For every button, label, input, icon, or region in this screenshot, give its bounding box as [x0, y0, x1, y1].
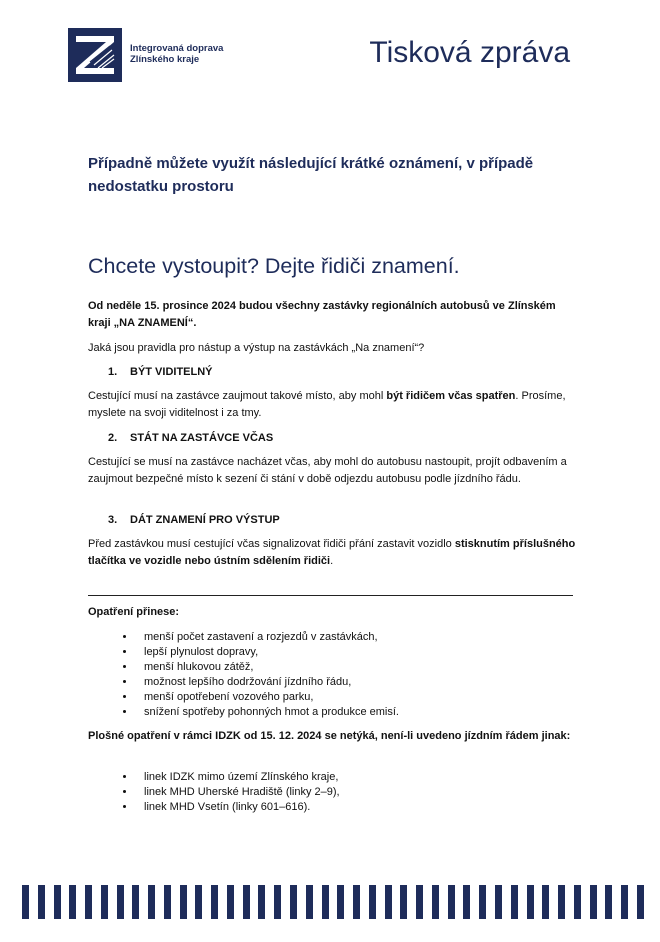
- footer-stripe: [274, 885, 281, 919]
- footer-stripe: [590, 885, 597, 919]
- rule-text-1-part-a: Cestující musí na zastávce zaujmout takové místo, aby mohl: [88, 390, 387, 402]
- footer-stripe: [637, 885, 644, 919]
- footer-stripe: [574, 885, 581, 919]
- rule-text-2: Cestující se musí na zastávce nacházet včas, aby mohl do autobusu nastoupit, projít odbavením a zaujmout bezpečné místo k sezení či stání v době odjezdu autobusu podle jízdního řádu.: [88, 456, 567, 485]
- rule-text-1-bold: být řidičem včas spatřen: [386, 390, 516, 402]
- announcement: Od neděle 15. prosince 2024 budou všechny zastávky regionálních autobusů ve Zlínském kraji „NA ZNAMENÍ“.: [88, 300, 556, 329]
- benefits-list: [120, 630, 399, 720]
- rules-question: Jaká jsou pravidla pro nástup a výstup na zastávkách „Na znamení“?: [88, 342, 425, 354]
- footer-stripe: [495, 885, 502, 919]
- footer-stripe: [69, 885, 76, 919]
- footer-stripe: [605, 885, 612, 919]
- footer-stripe: [211, 885, 218, 919]
- scope-heading: Plošné opatření v rámci IDZK od 15. 12. 2024 se netýká, není-li uvedeno jízdním řádem jinak:: [88, 730, 571, 742]
- footer-stripe: [337, 885, 344, 919]
- rule-text-3-bold: stisknutím příslušného tlačítka ve vozidle nebo ústním sdělením řidiči: [88, 538, 576, 567]
- footer-stripe: [258, 885, 265, 919]
- rule-heading-2: [108, 432, 273, 444]
- footer-stripe: [448, 885, 455, 919]
- footer-stripe: [22, 885, 29, 919]
- list-item: • menší počet zastavení a rozjezdů v zastávkách,: [136, 630, 399, 645]
- section-divider: [88, 595, 573, 596]
- footer-stripe: [558, 885, 565, 919]
- rule-text-3: [88, 536, 578, 569]
- footer-stripe: [243, 885, 250, 919]
- footer-stripe: [400, 885, 407, 919]
- rule-text-1: [88, 388, 578, 421]
- footer-stripe: [227, 885, 234, 919]
- list-item: • linek MHD Uherské Hradiště (linky 2–9),: [136, 785, 340, 800]
- rule-number-1: 1.: [108, 366, 118, 378]
- footer-stripe: [479, 885, 486, 919]
- rule-number-2: 2.: [108, 432, 118, 444]
- rule-heading-1: [108, 366, 213, 378]
- footer-stripe: [180, 885, 187, 919]
- rule-text-3-part-b: .: [330, 554, 334, 567]
- logo-line-2: Zlínského kraje: [130, 54, 200, 65]
- footer-stripe: [290, 885, 297, 919]
- footer-stripe: [322, 885, 329, 919]
- list-item: • menší hlukovou zátěž,: [136, 660, 399, 675]
- logo-line-1: Integrovaná doprava: [130, 43, 224, 54]
- footer-stripe: [306, 885, 313, 919]
- list-item: • linek MHD Vsetín (linky 601–616).: [136, 800, 340, 815]
- list-item: • linek IDZK mimo území Zlínského kraje,: [136, 770, 340, 785]
- footer-stripe: [85, 885, 92, 919]
- footer-stripe: [54, 885, 61, 919]
- footer-stripe: [621, 885, 628, 919]
- logo-wordmark: [130, 43, 223, 65]
- footer-stripe: [132, 885, 139, 919]
- document-title: Tisková zpráva: [369, 36, 570, 69]
- footer-stripe: [385, 885, 392, 919]
- footer-stripe: [511, 885, 518, 919]
- footer-stripe: [542, 885, 549, 919]
- footer-stripe: [101, 885, 108, 919]
- footer-stripe: [527, 885, 534, 919]
- rule-title-3: DÁT ZNAMENÍ PRO VÝSTUP: [130, 514, 280, 526]
- footer-stripe: [164, 885, 171, 919]
- benefits-heading: Opatření přinese:: [88, 606, 180, 618]
- footer-stripe: [117, 885, 124, 919]
- footer-stripe: [463, 885, 470, 919]
- list-item: • možnost lepšího dodržování jízdního řádu,: [136, 675, 399, 690]
- footer-stripe: [353, 885, 360, 919]
- rule-text-1-part-b: . Prosíme, myslete na svoji viditelnost i za tmy.: [88, 390, 566, 419]
- scope-list: [120, 770, 340, 815]
- footer-stripe: [432, 885, 439, 919]
- list-item: • lepší plynulost dopravy,: [136, 645, 399, 660]
- footer-stripe-band: [22, 885, 644, 919]
- headline: Chcete vystoupit? Dejte řidiči znamení.: [88, 254, 460, 278]
- list-item: • menší opotřebení vozového parku,: [136, 690, 399, 705]
- rule-number-3: 3.: [108, 514, 118, 526]
- footer-stripe: [148, 885, 155, 919]
- footer-stripe: [369, 885, 376, 919]
- rule-heading-3: [108, 514, 280, 526]
- intro-note: Případně můžete využít následující krátké oznámení, v případě nedostatku prostoru: [88, 155, 534, 195]
- rule-text-3-part-a: Před zastávkou musí cestující včas signalizovat řidiči přání zastavit vozidlo: [88, 538, 455, 550]
- footer-stripe: [195, 885, 202, 919]
- footer-stripe: [38, 885, 45, 919]
- idzk-logo-icon: [68, 28, 122, 82]
- rule-title-1: BÝT VIDITELNÝ: [130, 366, 213, 378]
- footer-stripe: [416, 885, 423, 919]
- list-item: • snížení spotřeby pohonných hmot a produkce emisí.: [136, 705, 399, 720]
- rule-title-2: STÁT NA ZASTÁVCE VČAS: [130, 432, 274, 444]
